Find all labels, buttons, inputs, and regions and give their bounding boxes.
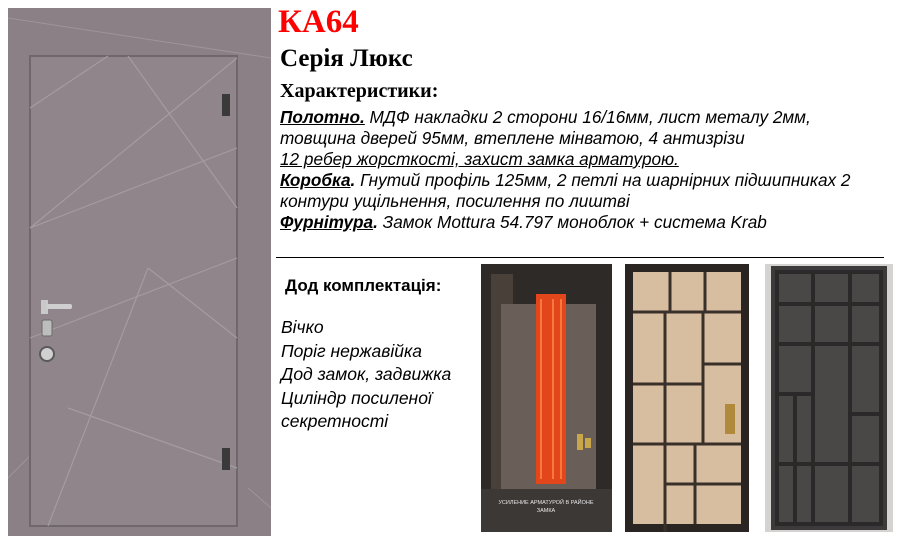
canvas-text-2: 12 ребер жорсткості, захист замка арматурою.	[280, 149, 679, 169]
canvas-paragraph: Полотно. МДФ накладки 2 сторони 16/16мм, лист металу 2мм, товщина дверей 95мм, втеплене мінватою, 4 антизрізи 12 ребер жорсткості, захист замка арматурою.	[280, 107, 811, 169]
divider	[276, 257, 884, 258]
list-item: Цилiндр посиленої	[281, 387, 432, 408]
rebar-caption-1: УСИЛЕНИЕ АРМАТУРОЙ В РАЙОНЕ	[498, 500, 594, 506]
frame-text: Гнутий профіль 125мм, 2 петлі на шарнірних підшипниках 2 контури ущільнення, посилення по лиштві	[280, 170, 851, 211]
frame-paragraph: Коробка. Гнутий профіль 125мм, 2 петлі на шарнірних підшипниках 2 контури ущільнення, посилення по лиштві	[280, 170, 851, 211]
frame-label: Коробка	[280, 170, 351, 190]
description-block	[280, 107, 880, 233]
insulation-photo	[625, 264, 749, 532]
hardware-paragraph: Фурнітура. Замок Mottura 54.797 моноблок + система Krab	[280, 212, 767, 232]
list-item: Вічко	[281, 317, 324, 337]
rebar-caption-2: ЗАМКА	[536, 508, 556, 514]
rebar-photo	[481, 264, 612, 532]
list-item: Поріг нержавійка	[281, 340, 422, 361]
product-series: Серія Люкс	[280, 45, 413, 72]
product-code: КА64	[278, 4, 359, 40]
canvas-text: МДФ накладки 2 сторони 16/16мм, лист металу 2мм, товщина дверей 95мм, втеплене мінватою, 4 антизрізи	[280, 107, 811, 148]
hardware-text: Замок Mottura 54.797 моноблок + система Krab	[377, 212, 767, 232]
extras-list	[281, 316, 451, 434]
characteristics-heading: Характеристики:	[280, 80, 439, 102]
list-item: Дод замок, задвижка	[281, 364, 452, 384]
door-photo	[8, 8, 271, 536]
hardware-label: Фурнітура	[280, 212, 374, 232]
extras-title: Дод комплектація:	[285, 276, 442, 295]
list-item: секретності	[281, 411, 389, 431]
canvas-label: Полотно	[280, 107, 360, 127]
frame-skeleton-photo	[765, 264, 893, 532]
